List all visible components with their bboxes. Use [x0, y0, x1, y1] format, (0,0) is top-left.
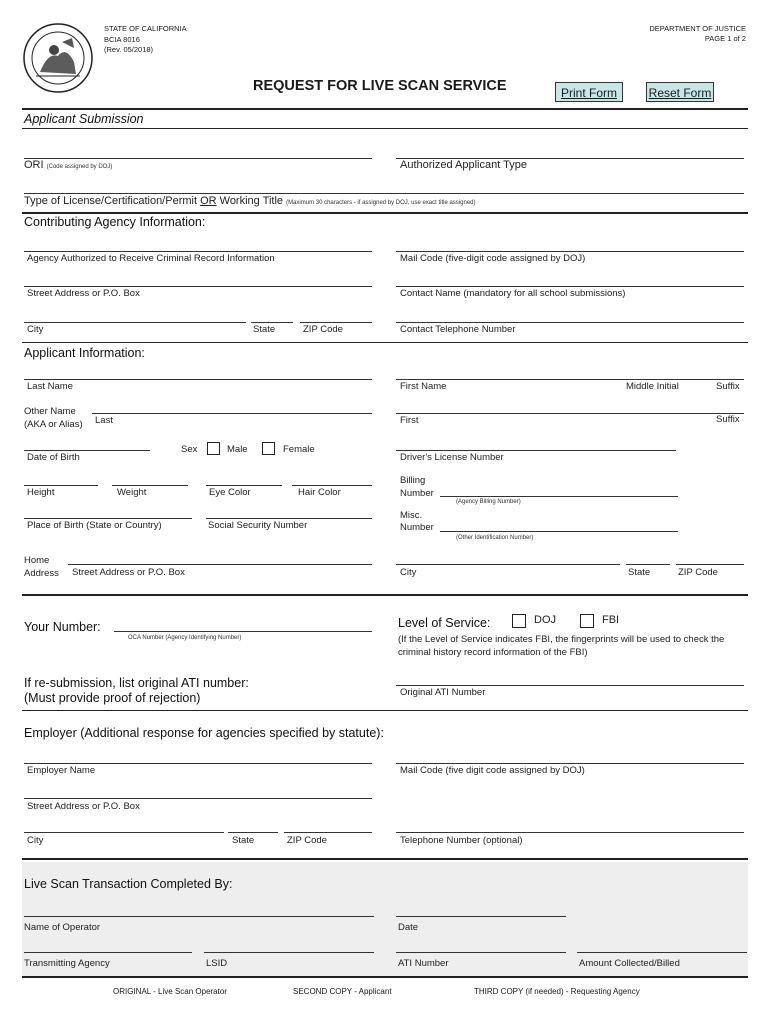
- other-first-label: First: [400, 415, 419, 426]
- sex-label: Sex: [181, 444, 198, 455]
- agency-state-field[interactable]: [251, 322, 293, 323]
- mail-code-field[interactable]: [396, 251, 744, 252]
- divider: [22, 710, 748, 711]
- drivers-license-label: Driver's License Number: [400, 452, 504, 463]
- home-street-field[interactable]: [68, 564, 372, 565]
- live-scan-heading: Live Scan Transaction Completed By:: [24, 877, 233, 891]
- other-last-name-field[interactable]: [92, 413, 372, 414]
- divider: [22, 976, 748, 978]
- hair-color-field[interactable]: [292, 485, 372, 486]
- drivers-license-field[interactable]: [396, 450, 676, 451]
- ori-note: (Code assigned by DOJ): [46, 164, 113, 170]
- home-address-label: Address: [24, 568, 59, 579]
- fbi-checkbox[interactable]: [580, 614, 594, 628]
- dob-field[interactable]: [24, 450, 150, 451]
- header-divider: [22, 108, 748, 110]
- employer-city-field[interactable]: [24, 832, 224, 833]
- original-ati-label: Original ATI Number: [400, 687, 486, 698]
- date-label: Date: [398, 922, 419, 933]
- male-label: Male: [227, 444, 248, 455]
- resubmission-note: (Must provide proof of rejection): [24, 691, 201, 705]
- misc-number-label: Number: [400, 522, 434, 533]
- doj-checkbox[interactable]: [512, 614, 526, 628]
- ssn-field[interactable]: [206, 518, 372, 519]
- home-city-field[interactable]: [396, 564, 620, 565]
- employer-mail-code-field[interactable]: [396, 763, 744, 764]
- mail-code-label: Mail Code (five-digit code assigned by DOJ): [400, 253, 586, 264]
- department-label: DEPARTMENT OF JUSTICE: [649, 24, 746, 33]
- form-title: REQUEST FOR LIVE SCAN SERVICE: [253, 78, 507, 94]
- oca-note: OCA Number (Agency Identifying Number): [128, 635, 242, 641]
- contact-phone-label: Contact Telephone Number: [400, 324, 516, 335]
- first-name-label: First Name: [400, 381, 447, 392]
- page-number: PAGE 1 of 2: [704, 34, 746, 43]
- suffix-label: Suffix: [716, 381, 740, 392]
- agency-state-label: State: [253, 324, 276, 335]
- home-zip-field[interactable]: [676, 564, 744, 565]
- home-state-label: State: [628, 567, 651, 578]
- divider: [22, 212, 748, 214]
- dob-label: Date of Birth: [27, 452, 80, 463]
- other-last-label: Last: [95, 415, 113, 426]
- doj-label: DOJ: [534, 614, 556, 626]
- ssn-label: Social Security Number: [208, 520, 308, 531]
- employer-state-field[interactable]: [228, 832, 278, 833]
- employer-mail-code-label: Mail Code (five digit code assigned by DOJ): [400, 765, 585, 776]
- divider: [22, 342, 748, 343]
- lsid-field[interactable]: [204, 952, 374, 953]
- license-note: (Maximum 30 characters - if assigned by DOJ, use exact title assigned): [286, 200, 476, 206]
- reset-form-button[interactable]: Reset Form: [646, 82, 714, 102]
- transmitting-agency-field[interactable]: [24, 952, 192, 953]
- employer-phone-label: Telephone Number (optional): [400, 835, 523, 846]
- your-number-label: Your Number:: [24, 620, 101, 634]
- level-note-line-2: criminal history record information of the FBI): [398, 647, 588, 658]
- contact-name-field[interactable]: [396, 286, 744, 287]
- transmitting-agency-label: Transmitting Agency: [24, 958, 110, 969]
- hair-color-label: Hair Color: [298, 487, 341, 498]
- ori-label: [24, 159, 112, 171]
- home-label: Home: [24, 555, 50, 566]
- weight-label: Weight: [117, 487, 147, 498]
- female-label: Female: [283, 444, 315, 455]
- home-zip-label: ZIP Code: [678, 567, 718, 578]
- employer-name-label: Employer Name: [27, 765, 96, 776]
- footer-third: THIRD COPY (if needed) - Requesting Agency: [474, 987, 640, 996]
- original-ati-field[interactable]: [396, 685, 744, 686]
- agency-street-field[interactable]: [24, 286, 372, 287]
- state-seal: [22, 22, 94, 94]
- height-field[interactable]: [24, 485, 98, 486]
- license-label: [24, 195, 476, 207]
- agency-authorized-field[interactable]: [24, 251, 372, 252]
- contact-name-label: Contact Name (mandatory for all school submissions): [400, 288, 626, 299]
- agency-city-label: City: [27, 324, 44, 335]
- weight-field[interactable]: [112, 485, 188, 486]
- billing-label: Billing: [400, 475, 426, 486]
- agency-zip-field[interactable]: [300, 322, 372, 323]
- state-label: STATE OF CALIFORNIA: [104, 24, 187, 33]
- license-label-text: Type of License/Certification/Permit: [24, 195, 201, 207]
- ori-label-text: ORI: [24, 159, 44, 171]
- last-name-field[interactable]: [24, 379, 372, 380]
- agency-zip-label: ZIP Code: [303, 324, 343, 335]
- license-or: OR: [200, 195, 217, 207]
- last-name-label: Last Name: [27, 381, 73, 392]
- operator-name-label: Name of Operator: [24, 922, 101, 933]
- employer-street-label: Street Address or P.O. Box: [27, 801, 140, 812]
- height-label: Height: [27, 487, 55, 498]
- divider: [22, 594, 748, 596]
- ati-number-label: ATI Number: [398, 958, 449, 969]
- billing-note: (Agency Billing Number): [456, 499, 521, 505]
- eye-color-label: Eye Color: [209, 487, 251, 498]
- level-note-line-1: (If the Level of Service indicates FBI, the fingerprints will be used to check the: [398, 634, 725, 645]
- amount-field[interactable]: [577, 952, 747, 953]
- footer-second: SECOND COPY - Applicant: [293, 987, 392, 996]
- form-id: BCIA 8016: [104, 35, 140, 44]
- form-revision: (Rev. 05/2018): [104, 45, 154, 54]
- first-name-field[interactable]: [396, 379, 744, 380]
- amount-label: Amount Collected/Billed: [579, 958, 680, 969]
- agency-authorized-label: Agency Authorized to Receive Criminal Record Information: [27, 253, 275, 264]
- agency-city-field[interactable]: [24, 322, 246, 323]
- level-of-service-label: Level of Service:: [398, 616, 491, 630]
- operator-name-field[interactable]: [24, 916, 374, 917]
- employer-street-field[interactable]: [24, 798, 372, 799]
- home-street-label: Street Address or P.O. Box: [72, 567, 185, 578]
- middle-initial-label: Middle Initial: [626, 381, 679, 392]
- employer-heading: Employer (Additional response for agencies specified by statute):: [24, 726, 384, 740]
- other-first-name-field[interactable]: [396, 413, 744, 414]
- ati-number-field[interactable]: [396, 952, 566, 953]
- resubmission-label: If re-submission, list original ATI number:: [24, 676, 249, 690]
- lsid-label: LSID: [206, 958, 228, 969]
- eye-color-field[interactable]: [206, 485, 282, 486]
- billing-number-field[interactable]: [440, 496, 678, 497]
- divider: [22, 128, 748, 129]
- license-field[interactable]: [24, 193, 744, 194]
- employer-state-label: State: [232, 835, 255, 846]
- male-checkbox[interactable]: [207, 442, 220, 455]
- other-suffix-label: Suffix: [716, 414, 740, 425]
- home-city-label: City: [400, 567, 417, 578]
- license-label-end: Working Title: [216, 195, 284, 207]
- birth-place-field[interactable]: [24, 518, 192, 519]
- print-form-button[interactable]: Print Form: [555, 82, 623, 102]
- birth-place-label: Place of Birth (State or Country): [27, 520, 162, 531]
- home-state-field[interactable]: [626, 564, 670, 565]
- contact-phone-field[interactable]: [396, 322, 744, 323]
- contributing-agency-heading: Contributing Agency Information:: [24, 215, 206, 229]
- oca-number-field[interactable]: [114, 631, 372, 632]
- employer-name-field[interactable]: [24, 763, 372, 764]
- billing-number-label: Number: [400, 488, 434, 499]
- date-field[interactable]: [396, 916, 566, 917]
- employer-zip-label: ZIP Code: [287, 835, 327, 846]
- authorized-applicant-type-label: Authorized Applicant Type: [400, 159, 527, 171]
- employer-city-label: City: [27, 835, 44, 846]
- footer-original: ORIGINAL - Live Scan Operator: [113, 987, 227, 996]
- female-checkbox[interactable]: [262, 442, 275, 455]
- misc-note: (Other Identification Number): [456, 535, 534, 541]
- applicant-info-heading: Applicant Information:: [24, 346, 145, 360]
- applicant-submission-heading: Applicant Submission: [24, 112, 144, 126]
- agency-street-label: Street Address or P.O. Box: [27, 288, 140, 299]
- divider: [22, 858, 748, 860]
- fbi-label: FBI: [602, 614, 620, 626]
- misc-label: Misc.: [400, 510, 423, 521]
- employer-phone-field[interactable]: [396, 832, 744, 833]
- other-name-label: Other Name: [24, 406, 76, 417]
- other-name-aka-label: (AKA or Alias): [24, 419, 83, 430]
- misc-number-field[interactable]: [440, 531, 678, 532]
- employer-zip-field[interactable]: [284, 832, 372, 833]
